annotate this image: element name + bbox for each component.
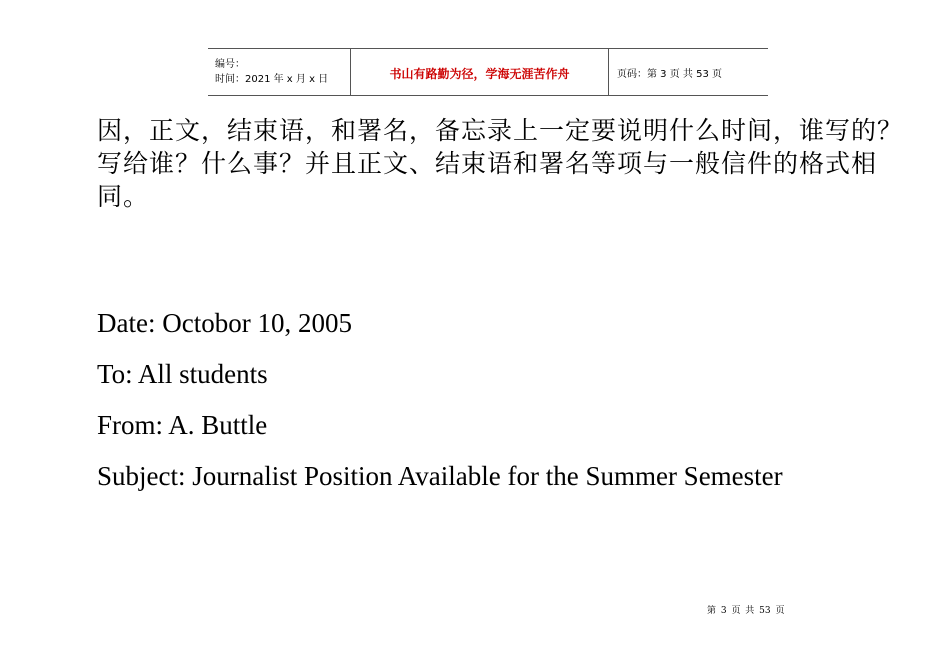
- memo-date: Date: Octobor 10, 2005: [97, 308, 352, 338]
- header-motto-cell: [351, 49, 609, 95]
- header-page-info: 页码：第 3 页 共 53 页: [617, 68, 722, 80]
- body-paragraph: 因，正文，结束语，和署名，备忘录上一定要说明什么时间，谁写的？写给谁？什么事？并且正文、结束语和署名等项与一般信件的格式相同。: [97, 116, 904, 211]
- memo-from: From: A. Buttle: [97, 410, 268, 440]
- header-motto: 书山有路勤为径，学海无涯苦作舟: [389, 66, 570, 81]
- memo-to: To: All students: [97, 359, 268, 389]
- page-footer: 第 3 页 共 53 页: [707, 606, 785, 616]
- memo-subject: Subject: Journalist Position Available for the Summer Semester: [97, 461, 783, 491]
- header-time-label: 时间：2021 年 x 月 x 日: [215, 74, 329, 85]
- header-page-cell: [609, 49, 768, 95]
- header-number-label: 编号：: [215, 59, 245, 70]
- memo-block: [97, 305, 783, 509]
- header-meta-cell: [208, 49, 351, 95]
- page-header-table: [208, 48, 768, 96]
